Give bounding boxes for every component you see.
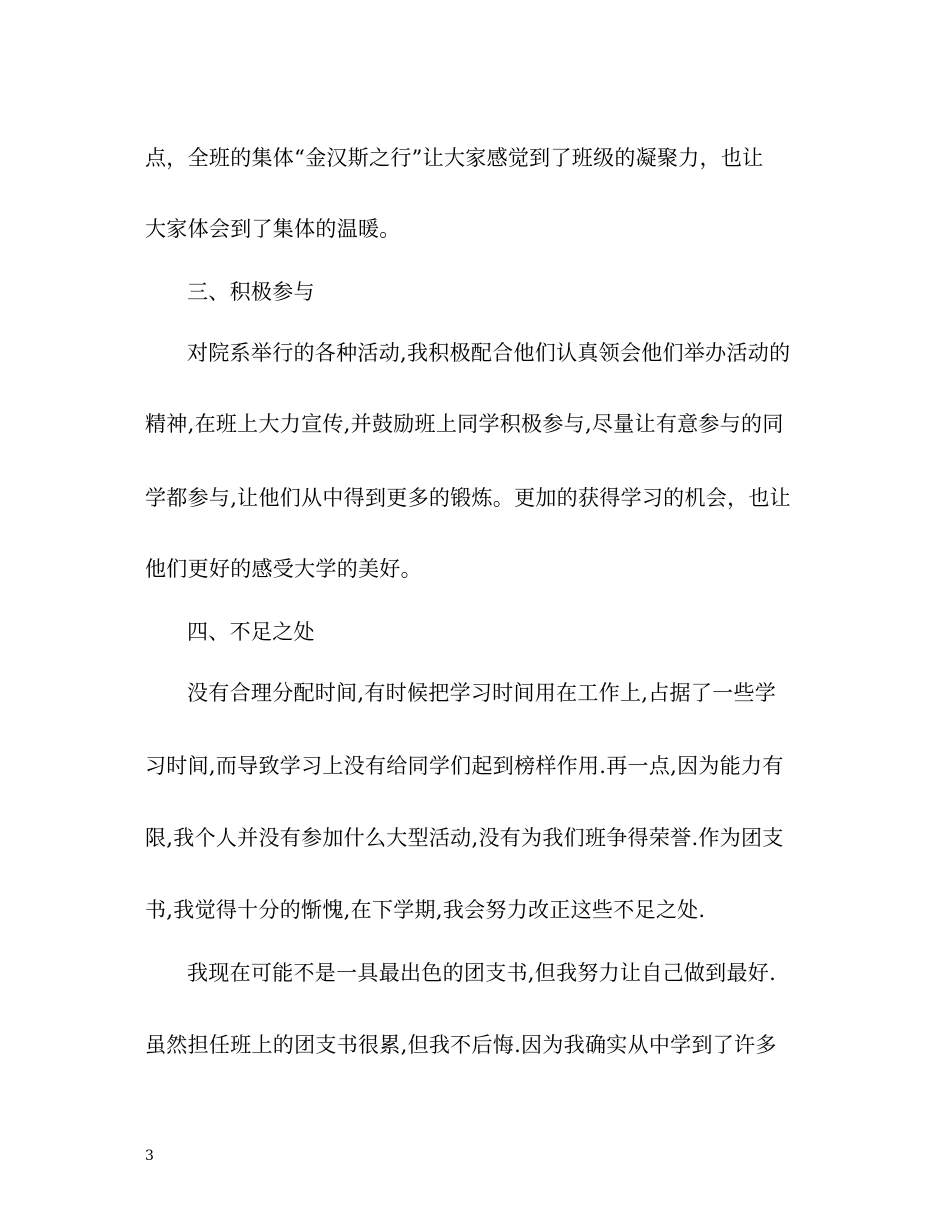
text-line: 精神,在班上大力宣传,并鼓励班上同学积极参与,尽量让有意参与的同 bbox=[145, 412, 784, 436]
text-line: 习时间,而导致学习上没有给同学们起到榜样作用.再一点,因为能力有 bbox=[145, 754, 784, 778]
section-heading: 三、积极参与 bbox=[187, 280, 315, 304]
text-line: 他们更好的感受大学的美好。 bbox=[145, 557, 422, 581]
page-number: 3 bbox=[145, 1148, 154, 1164]
text-line: 我现在可能不是一具最出色的团支书,但我努力让自己做到最好. bbox=[187, 961, 777, 985]
text-line: 限,我个人并没有参加什么大型活动,没有为我们班争得荣誉.作为团支 bbox=[145, 826, 784, 850]
text-line: 大家体会到了集体的温暖。 bbox=[145, 217, 401, 241]
text-line: 学都参与,让他们从中得到更多的锻炼。更加的获得学习的机会，也让 bbox=[145, 486, 791, 510]
text-line: 书,我觉得十分的惭愧,在下学期,我会努力改正这些不足之处. bbox=[145, 898, 706, 922]
text-line: 对院系举行的各种活动,我积极配合他们认真领会他们举办活动的 bbox=[187, 341, 791, 365]
text-line: 虽然担任班上的团支书很累,但我不后悔.因为我确实从中学到了许多 bbox=[145, 1033, 777, 1057]
section-heading: 四、不足之处 bbox=[187, 620, 315, 644]
text-line: 没有合理分配时间,有时候把学习时间用在工作上,占据了一些学 bbox=[187, 681, 777, 705]
text-line: 点，全班的集体“金汉斯之行”让大家感觉到了班级的凝聚力，也让 bbox=[145, 146, 764, 170]
